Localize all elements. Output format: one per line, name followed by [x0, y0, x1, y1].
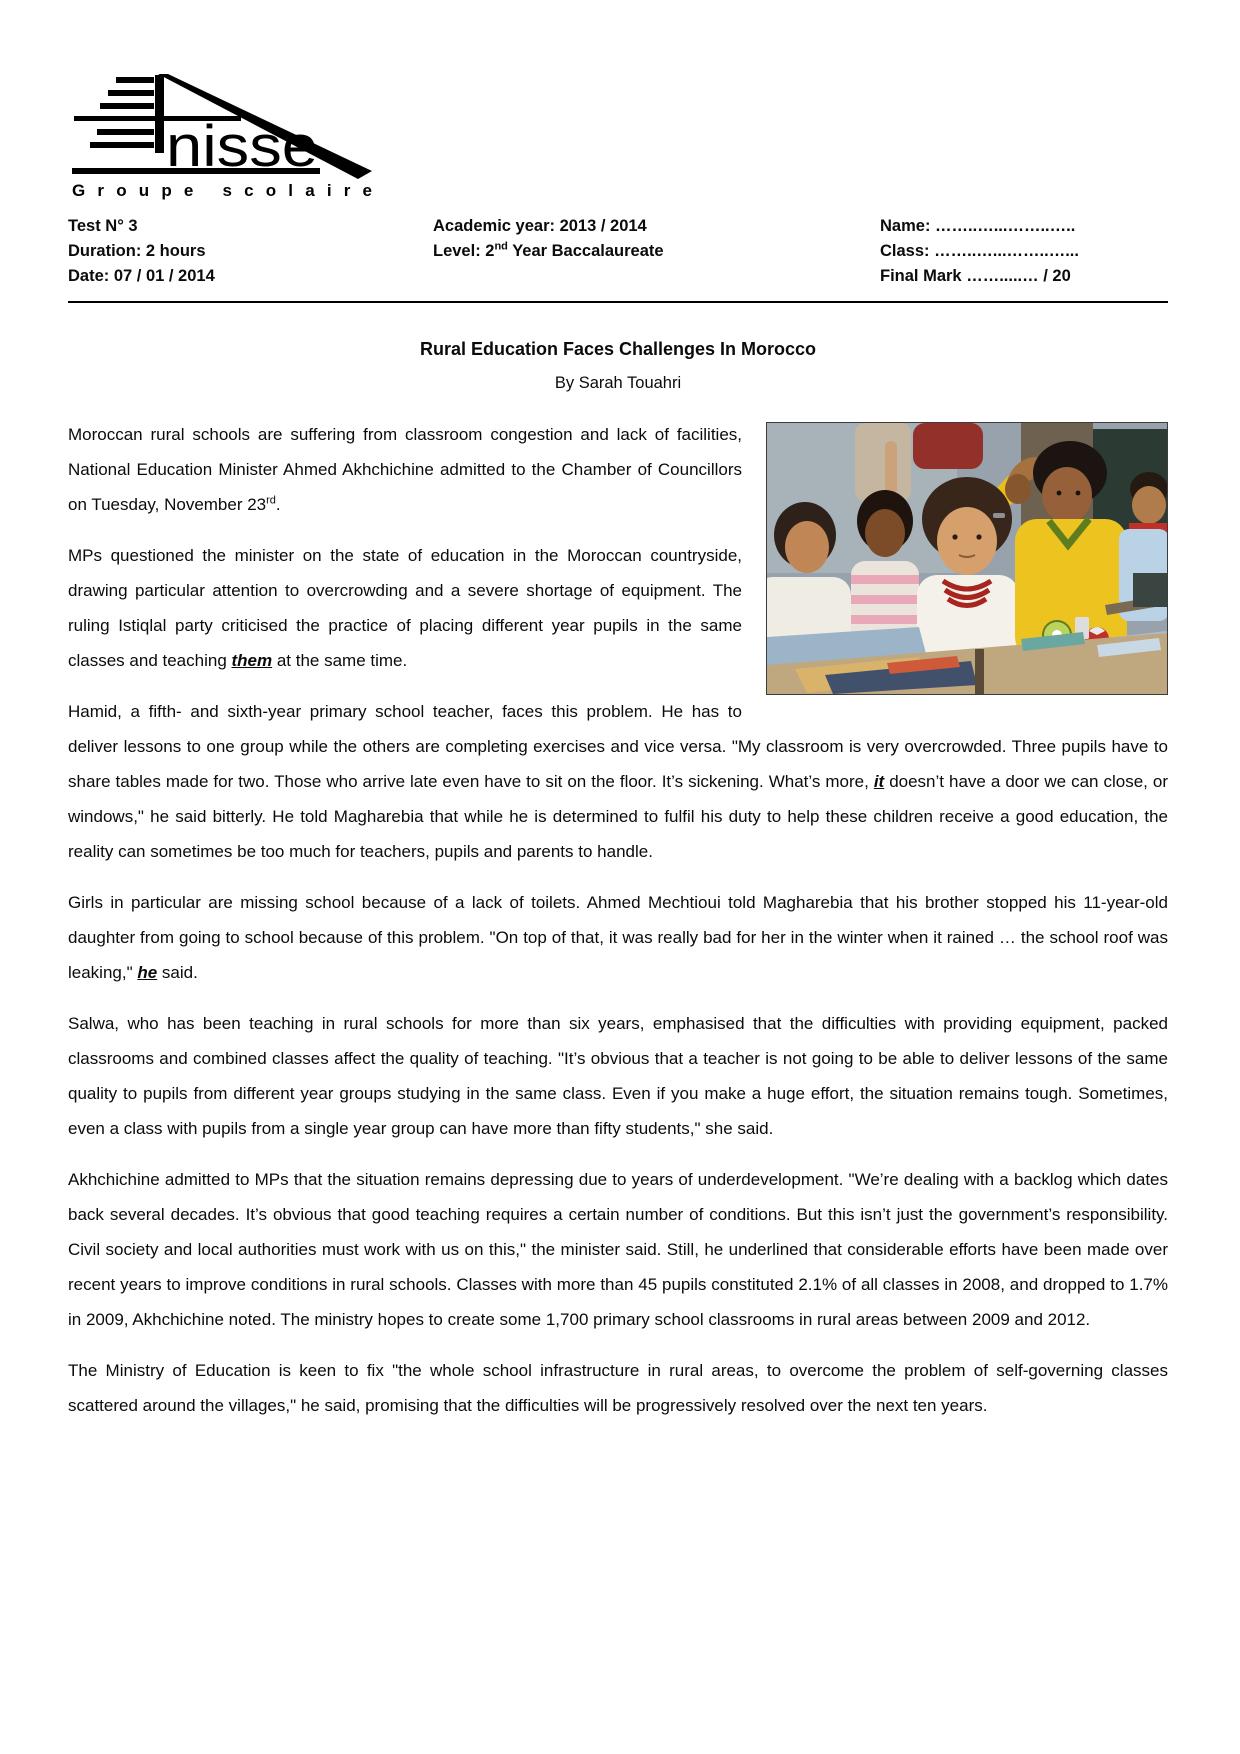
test-date: Date: 07 / 01 / 2014 [68, 267, 215, 285]
test-info-left [68, 214, 433, 289]
article-paragraph-4: Girls in particular are missing school because of a lack of toilets. Ahmed Mechtioui told Magharebia that his brother stopped his 11-year-old daughter from going to school because of this problem. "On top of that, it was really bad for her in the winter when it rained … the school roof was leaking," he said. [68, 893, 1168, 982]
final-mark-label: Final Mark [880, 267, 962, 285]
level-line [433, 239, 880, 264]
name-label: Name: [880, 217, 931, 235]
final-mark-field [880, 264, 1168, 289]
header-divider [68, 301, 1168, 303]
article-paragraph-3: Hamid, a fifth- and sixth-year primary school teacher, faces this problem. He has to deliver lessons to one group while the others are completing exercises and vice versa. "My classroom is very overcrowded. Three pupils have to share tables made for two. Those who arrive late even have to sit on the floor. It’s sickening. What’s more, it doesn’t have a door we can close, or windows," he said bitterly. He told Magharebia that while he is determined to fulfil his duty to help these children receive a good education, the reality can sometimes be too much for teachers, pupils and parents to handle. [68, 702, 1168, 861]
school-logo-graphic [70, 72, 382, 204]
name-blank-line: ……..…...……..….. [935, 217, 1076, 235]
article-title: Rural Education Faces Challenges In Morocco [419, 339, 817, 359]
class-blank-line: ……..…...……..…... [934, 242, 1079, 260]
class-label: Class: [880, 242, 930, 260]
school-logo [70, 72, 382, 204]
logo-wordmark: nisse [166, 114, 318, 179]
article-paragraph-5: Salwa, who has been teaching in rural schools for more than six years, emphasised that the difficulties with providing equipment, packed classrooms and combined classes affect the quality of teaching. "It’s obvious that a teacher is not going to be able to deliver lessons of the same quality to pupils from different year groups studying in the same class. Even if you make a huge effort, the situation remains tough. Sometimes, even a class with pupils from a single year group can have more than fifty students," she said. [68, 1014, 1168, 1138]
article-paragraph-1: Moroccan rural schools are suffering from classroom congestion and lack of facilities, National Education Minister Ahmed Akhchichine admitted to the Chamber of Councillors on Tuesday, November 23rd. [68, 425, 742, 514]
class-field [880, 239, 1168, 264]
level-superscript: nd [494, 240, 508, 253]
test-info-header [68, 214, 1168, 289]
academic-year: Academic year: 2013 / 2014 [433, 217, 647, 235]
classroom-photo [766, 422, 1168, 695]
article-body [68, 417, 1168, 1423]
article-byline: By Sarah Touahri [554, 374, 682, 392]
level-suffix: Year Baccalaureate [507, 242, 664, 260]
article-paragraph-7: The Ministry of Education is keen to fix "the whole school infrastructure in rural areas, to overcome the problem of self-governing classes scattered around the villages," he said, promising that the difficulties will be progressively resolved over the next ten years. [68, 1361, 1168, 1415]
final-mark-total: / 20 [1043, 267, 1071, 285]
test-info-center [433, 214, 880, 289]
level-prefix: Level: 2 [433, 242, 495, 260]
test-info-right [880, 214, 1168, 289]
name-field [880, 214, 1168, 239]
article-paragraph-2: MPs questioned the minister on the state of education in the Moroccan countryside, drawing particular attention to overcrowding and a severe shortage of equipment. The ruling Istiqlal party criticised the practice of placing different year pupils in the same classes and teaching them at the same time. [68, 546, 742, 670]
test-number: Test N° 3 [68, 217, 138, 235]
classroom-photo-graphic [767, 423, 1167, 694]
test-duration: Duration: 2 hours [68, 242, 206, 260]
final-mark-blank-line: …….....… [966, 267, 1039, 285]
article-paragraph-6: Akhchichine admitted to MPs that the situation remains depressing due to years of underdevelopment. "We’re dealing with a backlog which dates back several decades. It’s obvious that good teaching requires a certain number of conditions. But this isn’t just the government’s responsibility. Civil society and local authorities must work with us on this," the minister said. Still, he underlined that considerable efforts have been made over recent years to improve conditions in rural schools. Classes with more than 45 pupils constituted 2.1% of all classes in 2008, and dropped to 1.7% in 2009, Akhchichine noted. The ministry hopes to create some 1,700 primary school classrooms in rural areas between 2009 and 2012. [68, 1170, 1168, 1329]
logo-tagline: Groupe scolaire [72, 181, 372, 200]
